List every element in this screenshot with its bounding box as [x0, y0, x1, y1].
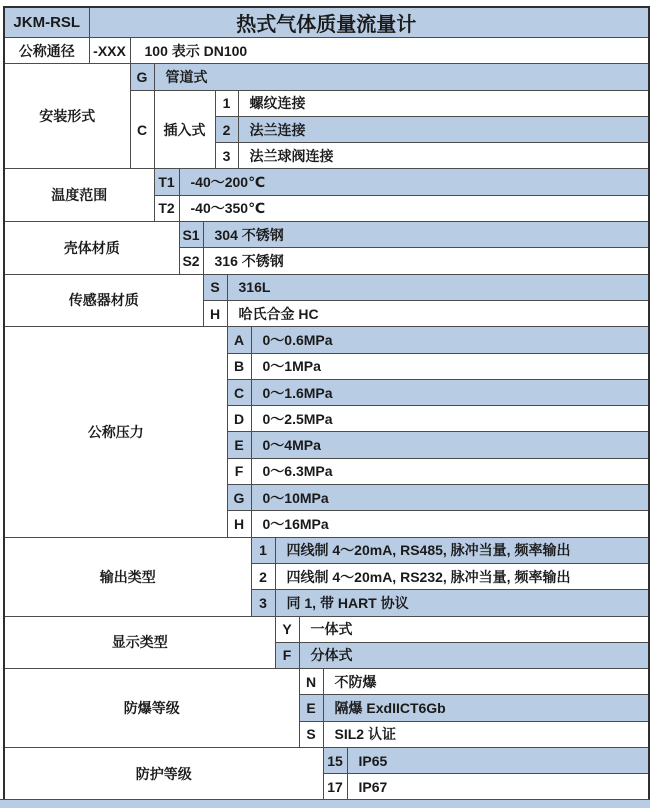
option-code: S — [299, 721, 323, 747]
option-desc: 0～16MPa — [251, 511, 649, 537]
option-code: 1 — [251, 537, 275, 563]
option-code: A — [227, 327, 251, 353]
option-desc: 管道式 — [154, 64, 649, 90]
option-desc: 四线制 4～20mA, RS232, 脉冲当量, 频率输出 — [275, 563, 649, 589]
option-desc: 隔爆 ExdIICT6Gb — [323, 695, 649, 721]
next-table-edge — [0, 799, 650, 808]
diameter-desc: 100 表示 DN100 — [130, 38, 649, 64]
option-code: C — [227, 379, 251, 405]
option-desc: 法兰球阀连接 — [238, 143, 649, 169]
option-desc: 316 不锈钢 — [203, 248, 649, 274]
option-code: 3 — [215, 143, 238, 169]
section-label-sensor: 传感器材质 — [4, 274, 203, 327]
option-code: 2 — [215, 116, 238, 142]
option-code: D — [227, 406, 251, 432]
option-code: Y — [275, 616, 299, 642]
option-desc: 304 不锈钢 — [203, 222, 649, 248]
option-code: 17 — [323, 774, 347, 800]
table-row — [4, 7, 649, 38]
table-row — [4, 327, 649, 353]
section-label-temperature: 温度范围 — [4, 169, 154, 222]
section-label-diameter: 公称通径 — [4, 38, 89, 64]
option-desc: -40～350℃ — [179, 195, 649, 221]
option-code: T1 — [154, 169, 179, 195]
option-code: S1 — [179, 222, 203, 248]
table-row — [4, 38, 649, 64]
table-row — [4, 169, 649, 195]
option-desc: 316L — [227, 274, 649, 300]
option-desc: 0～0.6MPa — [251, 327, 649, 353]
section-label-install: 安装形式 — [4, 64, 130, 169]
option-desc: IP65 — [347, 748, 649, 774]
option-desc: 0～4MPa — [251, 432, 649, 458]
option-code: S — [203, 274, 227, 300]
section-label-output: 输出类型 — [4, 537, 251, 616]
table-row — [4, 222, 649, 248]
section-label-protection: 防护等级 — [4, 748, 323, 801]
option-desc: 0～10MPa — [251, 485, 649, 511]
table-row — [4, 274, 649, 300]
option-code: H — [203, 300, 227, 326]
section-label-housing: 壳体材质 — [4, 222, 179, 275]
option-desc: 同 1, 带 HART 协议 — [275, 590, 649, 616]
table-row — [4, 669, 649, 695]
option-desc: 哈氏合金 HC — [227, 300, 649, 326]
option-code: H — [227, 511, 251, 537]
option-code: E — [299, 695, 323, 721]
table-row — [4, 64, 649, 90]
option-desc: 0～1MPa — [251, 353, 649, 379]
product-title: 热式气体质量流量计 — [89, 7, 649, 38]
option-desc: 0～6.3MPa — [251, 458, 649, 484]
option-code: C — [130, 90, 154, 169]
table-row — [4, 616, 649, 642]
option-code: F — [275, 642, 299, 668]
diameter-code: -XXX — [89, 38, 130, 64]
option-desc: 分体式 — [299, 642, 649, 668]
option-code: 2 — [251, 563, 275, 589]
option-desc: SIL2 认证 — [323, 721, 649, 747]
option-desc: 四线制 4～20mA, RS485, 脉冲当量, 频率输出 — [275, 537, 649, 563]
section-label-explosion: 防爆等级 — [4, 669, 299, 748]
model-code: JKM-RSL — [4, 7, 89, 38]
table-row — [4, 537, 649, 563]
option-code: 1 — [215, 90, 238, 116]
option-desc: 0～2.5MPa — [251, 406, 649, 432]
option-desc: 不防爆 — [323, 669, 649, 695]
table-row — [4, 748, 649, 774]
option-code: E — [227, 432, 251, 458]
option-desc: 法兰连接 — [238, 116, 649, 142]
option-desc: 0～1.6MPa — [251, 379, 649, 405]
option-code: N — [299, 669, 323, 695]
option-code: S2 — [179, 248, 203, 274]
option-desc: IP67 — [347, 774, 649, 800]
option-desc: 螺纹连接 — [238, 90, 649, 116]
option-code: T2 — [154, 195, 179, 221]
option-code: G — [130, 64, 154, 90]
section-label-display: 显示类型 — [4, 616, 275, 669]
option-desc: -40～200℃ — [179, 169, 649, 195]
option-code: 3 — [251, 590, 275, 616]
model-selection-table — [3, 6, 650, 801]
option-code: G — [227, 485, 251, 511]
option-code: B — [227, 353, 251, 379]
insert-type-label: 插入式 — [154, 90, 215, 169]
option-code: 15 — [323, 748, 347, 774]
section-label-pressure: 公称压力 — [4, 327, 227, 537]
option-code: F — [227, 458, 251, 484]
option-desc: 一体式 — [299, 616, 649, 642]
